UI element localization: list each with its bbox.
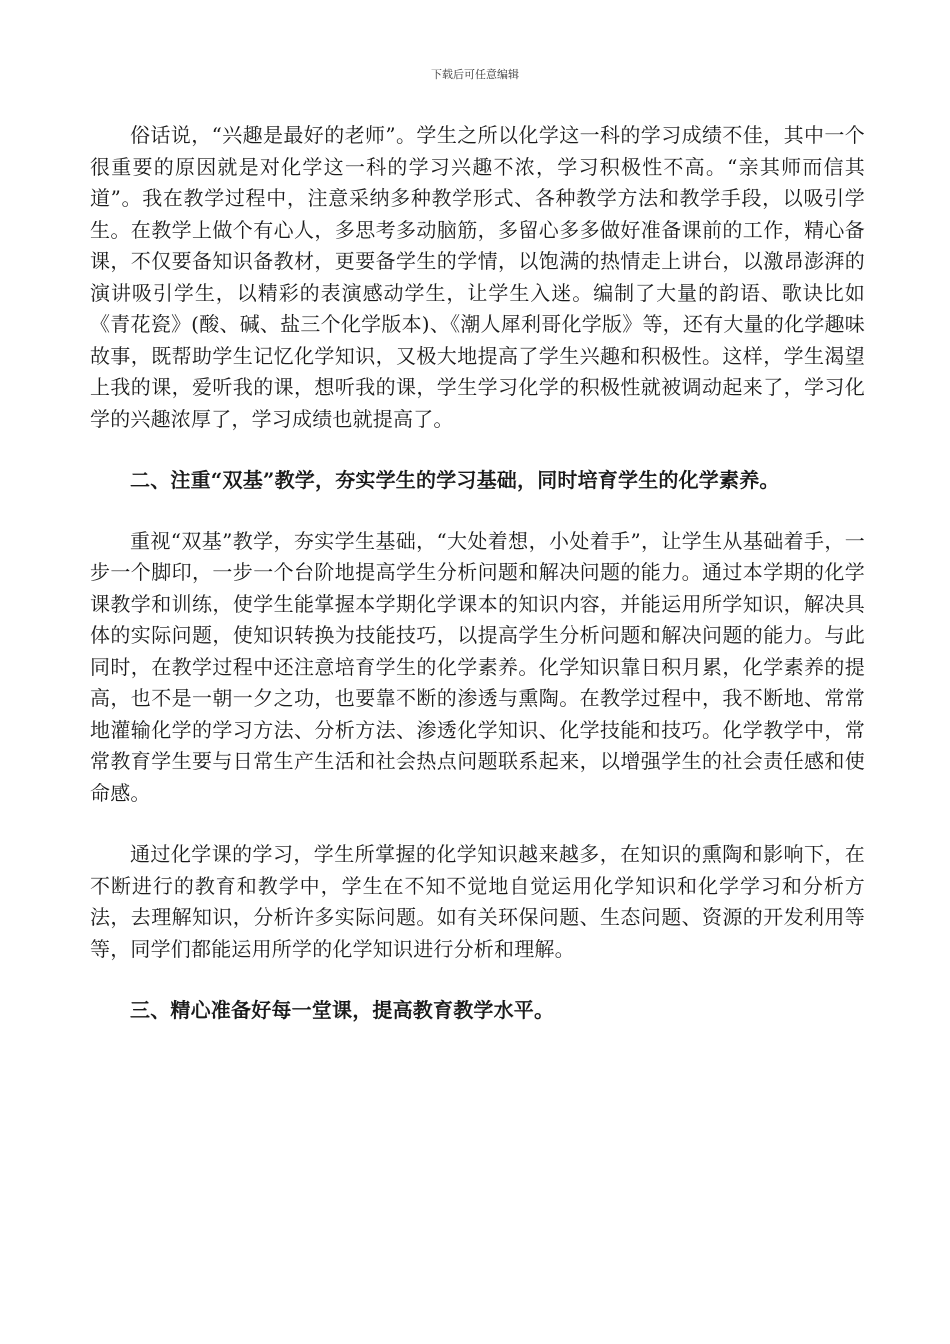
spacer: [90, 809, 865, 839]
spacer: [90, 965, 865, 995]
paragraph-2: 重视“双基”教学，夯实学生基础，“大处着想，小处着手”，让学生从基础着手，一步一个脚印，一步一个台阶地提高学生分析问题和解决问题的能力。通过本学期的化学课教学和训练，使学生能掌握本学期化学课本的知识内容，并能运用所学知识，解决具体的实际问题，使知识转换为技能技巧，以提高学生分析问题和解决问题的能力。与此同时，在教学过程中还注意培育学生的化学素养。化学知识靠日积月累，化学素养的提高，也不是一朝一夕之功，也要靠不断的渗透与熏陶。在教学过程中，我不断地、常常地灌输化学的学习方法、分析方法、渗透化学知识、化学技能和技巧。化学教学中，常常教育学生要与日常生产生活和社会热点问题联系起来，以增强学生的社会责任感和使命感。: [90, 528, 865, 805]
document-body: [90, 120, 865, 1027]
paragraph-3: 通过化学课的学习，学生所掌握的化学知识越来越多，在知识的熏陶和影响下，在不断进行的教育和教学中，学生在不知不觉地自觉运用化学知识和化学学习和分析方法，去理解知识，分析许多实际问题。如有关环保问题、生态问题、资源的开发利用等等，同学们都能运用所学的化学知识进行分析和理解。: [90, 842, 865, 961]
section-heading-3: 三、精心准备好每一堂课，提高教育教学水平。: [130, 998, 555, 1022]
spacer: [90, 435, 865, 465]
header-note: 下载后可任意编辑: [431, 68, 519, 81]
spacer: [90, 497, 865, 526]
paragraph-1: 俗话说，“兴趣是最好的老师”。学生之所以化学这一科的学习成绩不佳，其中一个很重要的原因就是对化学这一科的学习兴趣不浓，学习积极性不高。“亲其师而信其道”。我在教学过程中，注意采纳多种教学形式、各种教学方法和教学手段，以吸引学生。在教学上做个有心人，多思考多动脑筋，多留心多多做好准备课前的工作，精心备课，不仅要备知识备教材，更要备学生的学情，以饱满的热情走上讲台，以激昂澎湃的演讲吸引学生，以精彩的表演感动学生，让学生入迷。编制了大量的韵语、歌诀比如《青花瓷》(酸、碱、盐三个化学版本)、《潮人犀利哥化学版》等，还有大量的化学趣味故事，既帮助学生记忆化学知识，又极大地提高了学生兴趣和积极性。这样，学生渴望上我的课，爱听我的课，想听我的课，学生学习化学的积极性就被调动起来了，学习化学的兴趣浓厚了，学习成绩也就提高了。: [90, 123, 865, 431]
section-heading-2: 二、注重“双基”教学，夯实学生的学习基础，同时培育学生的化学素养。: [130, 468, 780, 492]
